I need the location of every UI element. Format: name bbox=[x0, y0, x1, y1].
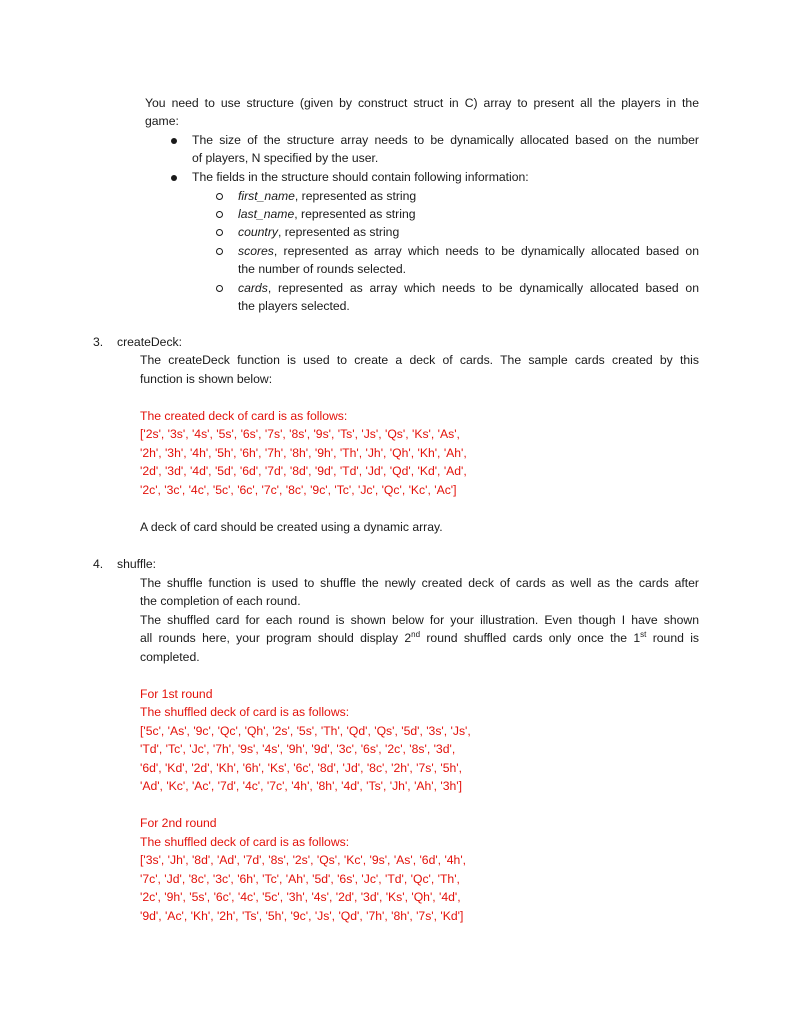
field-first-name bbox=[238, 187, 416, 205]
para-text: round is bbox=[646, 631, 699, 645]
field-cards bbox=[238, 279, 699, 297]
para-text: round shuffled cards only once the 1 bbox=[420, 631, 641, 645]
bullet-2-line-1: The fields in the structure should contain following information: bbox=[192, 170, 529, 184]
section-3-number: 3. bbox=[93, 335, 104, 349]
round-2-output-line: ['3s', 'Jh', '8d', 'Ad', '7d', '8s', '2s', 'Qs', 'Kc', '9s', 'As', '6d', '4h', bbox=[140, 853, 467, 867]
field-desc: , represented as array which needs to be dynamically allocated based on bbox=[267, 281, 699, 295]
para-text: all rounds here, your program should display 2 bbox=[140, 631, 412, 645]
circle-bullet-icon bbox=[216, 285, 223, 292]
field-desc: , represented as string bbox=[294, 189, 417, 203]
section-4-para-3: The shuffled card for each round is shown below for your illustration. Even though I have shown bbox=[140, 613, 699, 627]
field-name: cards bbox=[238, 281, 268, 295]
round-2-output-line: '2c', '9h', '5s', '6c', '4c', '5c', '3h', '4s', '2d', '3d', 'Ks', 'Qh', '4d', bbox=[140, 890, 461, 904]
bullet-1-line-1: The size of the structure array needs to be dynamically allocated based on the number bbox=[192, 133, 699, 147]
round-1-output-line: 'Td', 'Tc', 'Jc', '7h', '9s', '4s', '9h', '9d', '3c', '6s', '2c', '8s', '3d', bbox=[140, 742, 456, 756]
field-desc: , represented as string bbox=[277, 225, 400, 239]
field-scores bbox=[238, 242, 699, 260]
field-last-name bbox=[238, 205, 416, 223]
circle-bullet-icon bbox=[216, 229, 223, 236]
field-desc: , represented as array which needs to be dynamically allocated based on bbox=[273, 244, 699, 258]
round-2-title: For 2nd round bbox=[140, 816, 217, 830]
round-1-output-line: The shuffled deck of card is as follows: bbox=[140, 705, 350, 719]
circle-bullet-icon bbox=[216, 211, 223, 218]
section-4-para-2: the completion of each round. bbox=[140, 594, 301, 608]
section-4-para-4 bbox=[140, 629, 699, 647]
field-cards-line-2: the players selected. bbox=[238, 299, 350, 313]
section-4-heading: shuffle: bbox=[117, 557, 157, 571]
section-4-para-5: completed. bbox=[140, 650, 200, 664]
bullet-1-line-2: of players, N specified by the user. bbox=[192, 151, 379, 165]
field-name: country bbox=[238, 225, 278, 239]
field-name: first_name bbox=[238, 189, 295, 203]
field-country bbox=[238, 223, 399, 241]
round-2-output-line: '7c', 'Jd', '8c', '3c', '6h', 'Tc', 'Ah', '5d', '6s', 'Jc', 'Td', 'Qc', 'Th', bbox=[140, 872, 460, 886]
round-1-output-line: ['5c', 'As', '9c', 'Qc', 'Qh', '2s', '5s', 'Th', 'Qd', 'Qs', '5d', '3s', 'Js', bbox=[140, 724, 471, 738]
round-1-title: For 1st round bbox=[140, 687, 213, 701]
intro-line-2: game: bbox=[145, 114, 179, 128]
round-1-output-line: 'Ad', 'Kc', 'Ac', '7d', '4c', '7c', '4h', '8h', '4d', 'Ts', 'Jh', 'Ah', '3h'] bbox=[140, 779, 462, 793]
deck-output-line: ['2s', '3s', '4s', '5s', '6s', '7s', '8s', '9s', 'Ts', 'Js', 'Qs', 'Ks', 'As', bbox=[140, 427, 460, 441]
field-name: scores bbox=[238, 244, 274, 258]
deck-output-line: '2h', '3h', '4h', '5h', '6h', '7h', '8h', '9h', 'Th', 'Jh', 'Qh', 'Kh', 'Ah', bbox=[140, 446, 467, 460]
field-name: last_name bbox=[238, 207, 295, 221]
section-4-number: 4. bbox=[93, 557, 104, 571]
section-3-para-2: function is shown below: bbox=[140, 372, 273, 386]
deck-output-line: The created deck of card is as follows: bbox=[140, 409, 348, 423]
round-2-output-line: '9d', 'Ac', 'Kh', '2h', 'Ts', '5h', '9c', 'Js', 'Qd', '7h', '8h', '7s', 'Kd'] bbox=[140, 909, 464, 923]
bullet-icon bbox=[171, 138, 177, 144]
intro-line-1: You need to use structure (given by construct struct in C) array to present all the players in the bbox=[145, 96, 699, 110]
bullet-icon bbox=[171, 175, 177, 181]
section-3-para-1: The createDeck function is used to create a deck of cards. The sample cards created by this bbox=[140, 353, 699, 367]
ordinal-suffix: nd bbox=[411, 629, 421, 639]
round-2-output-line: The shuffled deck of card is as follows: bbox=[140, 835, 350, 849]
field-desc: , represented as string bbox=[294, 207, 416, 221]
deck-output-line: '2c', '3c', '4c', '5c', '6c', '7c', '8c', '9c', 'Tc', 'Jc', 'Qc', 'Kc', 'Ac'] bbox=[140, 483, 457, 497]
ordinal-suffix: st bbox=[640, 629, 647, 639]
circle-bullet-icon bbox=[216, 193, 223, 200]
field-scores-line-2: the number of rounds selected. bbox=[238, 262, 407, 276]
round-1-output-line: '6d', 'Kd', '2d', 'Kh', '6h', 'Ks', '6c', '8d', 'Jd', '8c', '2h', '7s', '5h', bbox=[140, 761, 463, 775]
section-3-note: A deck of card should be created using a dynamic array. bbox=[140, 520, 443, 534]
circle-bullet-icon bbox=[216, 248, 223, 255]
section-4-para-1: The shuffle function is used to shuffle the newly created deck of cards as well as the cards after bbox=[140, 576, 699, 590]
section-3-heading: createDeck: bbox=[117, 335, 183, 349]
deck-output-line: '2d', '3d', '4d', '5d', '6d', '7d', '8d', '9d', 'Td', 'Jd', 'Qd', 'Kd', 'Ad', bbox=[140, 464, 467, 478]
